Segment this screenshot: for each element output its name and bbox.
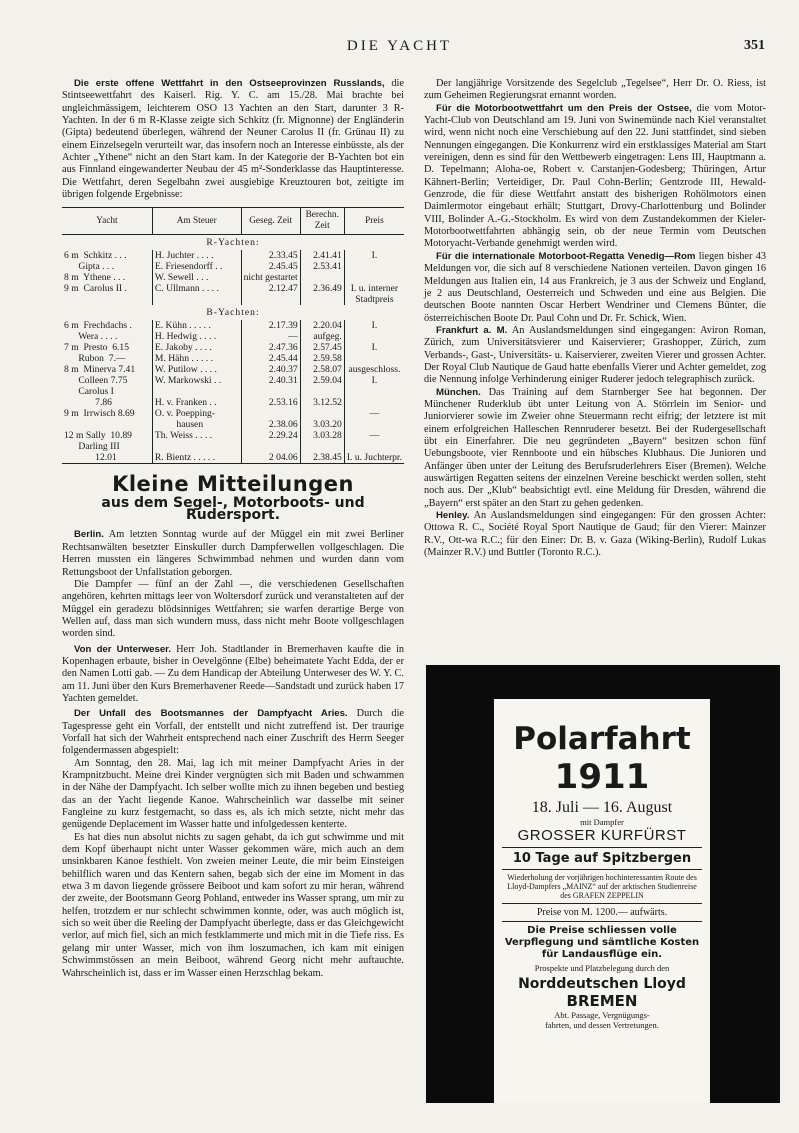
cell-ber: 2.59.58: [300, 353, 344, 364]
cell-preis: [344, 386, 404, 397]
cell-ber: 2.57.45: [300, 342, 344, 353]
cell-geseg: 2.12.47: [241, 283, 300, 294]
b-yachten-body: [62, 305, 404, 464]
cell-yacht: Carolus I: [64, 386, 114, 398]
ostsee-text: die vom Motor-Yacht-Club von Deutschland am 19. Juni von Swinemünde nach Kiel veranstaltet wird, wenn nicht noch eine Verschiebung auf den 22. Juni stattfindet, sind sieben Nennungen eingegangen. Die Konkurrenz wird ein erstklassiges Material am Start vereinigen, denn es sind für den Wettbewerb eingetragen: Lens III, Hauptmann a. D. Tepelmann; Aloha-oe, Robert v. Carstanjen-Godesberg; Thüringen, Artur Kähnert-Berlin; Verteidiger, Dr. Paul Cohn-Berlin; Gentzrode III, Hewald-Genzrode, die für diese Wettfahrt anstatt des bisherigen Rohölmotors einen Daimlermotor eingebaut erhält; Stuttgart, Drovy-Charlottenburg und Bolinder VIII, Bolinder A.-G.-Stockholm. Es wird von dem Zustandekommen der Kieler-Motorbootwettfahrten abhängig sein, ob der neue Termin vom Deutschen Motoryacht-Verbande genehmigt werden wird.: [424, 102, 767, 250]
cell-preis: I. u. interner: [344, 283, 404, 294]
ad-description: Wiederholung der vorjährigen hochinteressanten Route des Lloyd-Dampfers „MAINZ“ auf der arktischen Studienreise des GRAFEN ZEPPELIN: [507, 873, 697, 900]
ad-company: Norddeutschen Lloyd: [518, 976, 686, 992]
cell-geseg: —: [241, 331, 300, 342]
cell-ber: 2.20.04: [300, 320, 344, 331]
cell-ber: 2.59.04: [300, 375, 344, 386]
running-header: DIE YACHT: [346, 38, 453, 54]
cell-geseg: 2.47.36: [241, 342, 300, 353]
cell-yacht: 7.86: [64, 397, 112, 409]
cell-yacht: 7 m Presto 6.15: [64, 342, 130, 354]
unterweser-text: Herr Joh. Stadtlander in Bremerhaven kaufte die in Kopenhagen erbaute, bisher in Oevelgönne (Elbe) beheimatete Yacht Edda, der er den Namen Lotti gab. — Zu dem Handicap der Abteilung Unterweser des W. Y. C. am 11. Juni über den Kurs Bremerhavener Reede—Sandstadt und zurück haben 17 Yachten gemeldet.: [62, 643, 405, 704]
cell-geseg: [241, 294, 300, 305]
cell-preis: I.: [344, 250, 404, 261]
cell-steuer: H. Hedwig . . . .: [152, 331, 241, 342]
cell-preis: I.: [344, 342, 404, 353]
frankfurt-text: An Auslandsmeldungen sind eingegangen: Aviron Roman, Zürich, zum Universitätsvierer und Kaiservierer; Grashopper, Zürich, zum Verbands-, Gast-, Universitäts- u. Kaiservierer, zweiten Vierer und grossen Achter. Der Royal Club Nautique de Gaud hatte ebenfalls Vierer und Achter gemeldet, zog die Nennung infolge Verhinderung einiger Ruderer jedoch telegraphisch zurück.: [424, 324, 766, 386]
r-yachten-body: [62, 235, 404, 306]
cell-geseg: 2.53.16: [241, 397, 300, 408]
cell-yacht: [62, 419, 152, 430]
cell-preis: I. u. Juchterpr.: [344, 452, 404, 464]
left-column: [62, 78, 404, 980]
venedig-heading: Für die internationale Motorboot-Regatta Venedig—Rom: [436, 250, 696, 262]
table-row: [62, 364, 404, 375]
cell-steuer: [152, 441, 241, 452]
cell-ber: 3.03.28: [300, 430, 344, 441]
table-row: [62, 397, 404, 408]
cell-yacht: 9 m Irrwisch 8.69: [64, 408, 135, 420]
results-table: [62, 207, 404, 464]
page-number: 351: [744, 38, 765, 53]
cell-yacht: 6 m Schkitz . . .: [64, 250, 127, 262]
section-headline: Kleine Mitteilungen: [112, 472, 354, 497]
ad-divider: [502, 921, 702, 922]
cell-preis: [344, 353, 404, 364]
col-preis: Preis: [344, 208, 404, 235]
aries-paragraph-3: Es hat dies nun absolut nichts zu sagen gehabt, da ich gut schwimme und mit dem Kopf überhaupt nicht unter Wasser gekommen wäre, mich auch an dem unsinkbaren Kanoe festhielt. Von zweien meiner Leute, die mir beim Einsteigen behilflich waren und das Kentern sahen, begab sich der eine im Moment in das etwa 3 m davon liegende grössere Beiboot und kam sofort zu mir heran, während der zweite, der Bootsmann Georg Pohland, entweder ins Wasser sprang, um mir zu helfen, trotzdem er nur schlecht schwimmen konnte, oder, was auch möglich ist, sich so weit über die Reeling der Dampfyacht überlegte, dass er das Gleichgewicht verlor, auf mich fiel, sich an mich festklammerte und mich mit in die Tiefe riss. Es gelang mir unter Wasser, mich von ihm loszumachen, ich kam mit einigen Schwimmstössen an mein Beiboot, während Georg nicht mehr auftauchte. Wahrscheinlich ist, dass er im Wasser einen Herzschlag bekam.: [62, 831, 404, 979]
unterweser-heading: Von der Unterweser.: [74, 643, 172, 655]
venedig-text: liegen bisher 43 Meldungen vor, die sich auf 8 verschiedene Nationen verteilen. Davon gingen 16 Meldungen aus Italien ein, 14 aus Frankreich, je 3 aus der Schweiz und England, je 2 aus Deutschland, Oesterreich und Schweden und eine aus Belgien. Die deutschen Boote nannten Oscar Herbert Wendriner und Clemens Bünter, die österreichischen Boote Dr. Paul Cohn und Dr. Fr. Schick, Wien.: [424, 250, 766, 324]
cell-yacht: Gipta . . .: [64, 261, 115, 273]
cell-preis: Stadtpreis: [344, 294, 404, 305]
polarfahrt-advertisement: [426, 665, 780, 1103]
table-row: [62, 261, 404, 272]
cell-yacht: Darling III: [64, 441, 120, 453]
cell-preis: [344, 397, 404, 408]
aries-paragraph-2: Am Sonntag, den 28. Mai, lag ich mit meiner Dampfyacht Aries in der Krampnitzbucht. Meine drei Kinder vergnügten sich mit Baden und schwammen in der Nähe der Dampfyacht. Ich selber wollte mich zu ihnen begeben und bestieg das an der Yacht liegende Kanoe. Wahrscheinlich war dasselbe mit seiner Fangleine zu kurz festgemacht, so dass es, als ich mich setzte, nicht mehr das genügende Deplacement im Wasser hatte und infolgedessen kenterte.: [62, 757, 404, 831]
table-header-row: [62, 208, 404, 235]
ad-divider: [502, 847, 702, 848]
cell-geseg: [241, 441, 300, 452]
ad-footer-2: fahrten, und dessen Vertretungen.: [545, 1020, 659, 1030]
henley-text: An Auslandsmeldungen sind eingegangen: Für den grossen Achter: Ottowa R. C., Société Royal Sport Nautique de Gaud; für den Vierer: Mainzer R.V., Ott-wa R.C.; für den Einer: Dr. B. v. Gaza (Wiking-Berlin), Rudolf Lukas (Mainzer R.V.) und Buttler (Toronto R.C.).: [424, 510, 766, 559]
cell-geseg: [241, 386, 300, 397]
berlin-heading: Berlin.: [74, 529, 104, 541]
cell-geseg: 2.40.31: [241, 375, 300, 386]
cell-steuer: [152, 386, 241, 397]
table-row: [62, 452, 404, 464]
cell-yacht: Wera . . . .: [64, 331, 118, 343]
cell-geseg: nicht gestartet: [241, 272, 300, 283]
cell-ber: [300, 272, 344, 283]
cell-yacht: 8 m Minerva 7.41: [64, 364, 136, 376]
unterweser-paragraph: [62, 644, 404, 706]
col-geseg: Geseg. Zeit: [241, 208, 300, 235]
table-row: [62, 430, 404, 441]
ad-year: 1911: [554, 757, 650, 797]
ad-dates: 18. Juli — 16. August: [531, 799, 673, 816]
cell-preis: ausgeschloss.: [344, 364, 404, 375]
cell-steuer: H. v. Franken . .: [152, 397, 241, 408]
henley-paragraph: [424, 510, 766, 559]
cell-steuer: W. Putilow . . . .: [152, 364, 241, 375]
cell-steuer: O. v. Poepping-: [152, 408, 241, 419]
cell-steuer: W. Sewell . . .: [152, 272, 241, 283]
intro-paragraph: [62, 78, 404, 201]
cell-geseg: 2.17.39: [241, 320, 300, 331]
cell-steuer: [152, 294, 241, 305]
table-row: [62, 294, 404, 305]
intro-heading: Die erste offene Wettfahrt in den Ostseeprovinzen Russlands,: [74, 78, 385, 89]
cell-ber: [300, 386, 344, 397]
cell-geseg: 2.33.45: [241, 250, 300, 261]
cell-ber: aufgeg.: [300, 331, 344, 342]
cell-ber: 2.58.07: [300, 364, 344, 375]
cell-yacht: Colleen 7.75: [64, 375, 128, 387]
cell-preis: [344, 419, 404, 430]
ad-divider: [502, 869, 702, 870]
cell-preis: I.: [344, 375, 404, 386]
cell-yacht: 12.01: [62, 452, 152, 464]
muenchen-heading: München.: [436, 386, 481, 398]
cell-ber: 2.41.41: [300, 250, 344, 261]
cell-steuer: R. Bientz . . . . .: [152, 452, 241, 464]
cell-ber: 3.12.52: [300, 397, 344, 408]
cell-geseg: 2.38.06: [241, 419, 300, 430]
frankfurt-heading: Frankfurt a. M.: [436, 324, 508, 336]
cell-ber: 2.38.45: [300, 452, 344, 464]
ostsee-paragraph: [424, 103, 766, 251]
cell-ber: [300, 441, 344, 452]
muenchen-paragraph: [424, 387, 766, 510]
cell-preis: [344, 441, 404, 452]
ad-price: Preise von M. 1200.— aufwärts.: [536, 907, 668, 918]
cell-geseg: 2.45.45: [241, 261, 300, 272]
cell-yacht: 8 m Ythene . . .: [64, 272, 126, 284]
group-b-label: B-Yachten:: [206, 307, 260, 319]
cell-ber: 2.53.41: [300, 261, 344, 272]
table-row: [62, 375, 404, 386]
aries-paragraph: [62, 708, 404, 757]
col-yacht: Yacht: [62, 208, 152, 235]
cell-ber: [300, 294, 344, 305]
cell-yacht: 9 m Carolus II .: [64, 283, 127, 295]
cell-steuer: E. Jakoby . . . .: [152, 342, 241, 353]
cell-preis: —: [344, 408, 404, 419]
cell-preis: [344, 331, 404, 342]
cell-geseg: 2.29.24: [241, 430, 300, 441]
cell-steuer: E. Friesendorff . .: [152, 261, 241, 272]
cell-steuer: M. Hähn . . . . .: [152, 353, 241, 364]
cell-steuer: H. Juchter . . . .: [152, 250, 241, 261]
table-row: [62, 441, 404, 452]
table-row: [62, 386, 404, 397]
cell-geseg: 2.40.37: [241, 364, 300, 375]
table-row: [62, 408, 404, 419]
cell-ber: 2.36.49: [300, 283, 344, 294]
muenchen-text: Das Training auf dem Starnberger See hat begonnen. Der Münchener Ruderklub übt unter Leitung von A. Störrlein im Senior- und Juniorvierer sowie im Zweier ohne Steuermann recht eifrig; der letztere ist mit einem erfolgreichen Halleschen Rennruderer besetzt. Bei der Rudergesellschaft übt ein Einerfahrer. Die neu gegründeten „Bayern“ besitzen schon fünf Uebungsboote, vier Rennboote und ein hübsches Klubhaus. Die Junioren und Anfänger üben unter der Leitung des Berufsruderlehrers Eiser (Bremen). Welche auswärtigen Regatten seitens der einzelnen Vereine beschickt werden sollen, steht noch aus. Der „Klub“ beabsichtigt evtl. eine Meldung für Dresden, während die „Bayern“ erst später an den Start zu gehen gedenken.: [424, 386, 766, 509]
ad-divider: [502, 903, 702, 904]
cell-yacht: 6 m Frechdachs .: [64, 320, 132, 332]
table-row: [62, 250, 404, 261]
aries-heading: Der Unfall des Bootsmannes der Dampfyacht Aries.: [74, 708, 348, 720]
ad-city: BREMEN: [566, 992, 638, 1010]
col-berechn: Berechn. Zeit: [300, 208, 344, 235]
ad-panel: [494, 699, 710, 1103]
cell-yacht: Rubon 7.—: [64, 353, 126, 365]
cell-ber: 3.03.20: [300, 419, 344, 430]
cell-preis: [344, 261, 404, 272]
table-row: [62, 320, 404, 331]
frankfurt-paragraph: [424, 325, 766, 387]
right-column: [424, 78, 766, 559]
riess-paragraph: Der langjährige Vorsitzende des Segelclub „Tegelsee“, Herr Dr. O. Riess, ist zum Geheimen Regierungsrat ernannt worden.: [424, 78, 766, 102]
cell-preis: —: [344, 430, 404, 441]
ad-spitzbergen: 10 Tage auf Spitzbergen: [512, 851, 692, 866]
ostsee-heading: Für die Motorbootwettfahrt um den Preis der Ostsee,: [436, 102, 692, 114]
cell-steuer: Th. Weiss . . . .: [152, 430, 241, 441]
cell-steuer: E. Kühn . . . . .: [152, 320, 241, 331]
aries-text: Durch die Tagespresse geht ein Vorfall, der entstellt und nicht zutreffend ist. Der traurige Vorfall hat sich der Wahrheit entsprechend nach einer Zuschrift des Herrn Seeger folgendermassen abgespielt:: [62, 708, 404, 757]
ad-inclusions: Die Preise schliessen volle Verpflegung und sämtliche Kosten für Landausflüge ein.: [504, 925, 700, 960]
cell-preis: I.: [344, 320, 404, 331]
cell-steuer: W. Markowski . .: [152, 375, 241, 386]
berlin-paragraph: [62, 529, 404, 578]
cell-steuer: C. Ullmann . . . .: [152, 283, 241, 294]
cell-geseg: 2.45.44: [241, 353, 300, 364]
venedig-paragraph: [424, 251, 766, 325]
cell-geseg: 2 04.06: [241, 452, 300, 464]
henley-heading: Henley.: [436, 510, 470, 522]
berlin-text: Am letzten Sonntag wurde auf der Müggel ein mit zwei Berliner Rechtsanwälten besetzter Einskuller durch Dampferwellen vollgeschlagen. Die Herren mussten ein längeres Schwimmbad nehmen und wurden dann vom Rettungsboot der Unfallstation geborgen.: [62, 529, 404, 578]
cell-steuer: hausen: [152, 419, 241, 430]
table-row: [62, 283, 404, 294]
ad-ship-name: GROSSER KURFÜRST: [517, 827, 687, 844]
table-row: [62, 331, 404, 342]
intro-text: die Stintseewettfahrt des Kaiserl. Rig. Y. C. am 15./28. Mai brachte bei ungleichmässigem, leichterem OSO 13 Yachten an den Start, darunter 3 R-Yachten. In der 6 m R-Klasse zeigte sich Schkitz (fr. Mignonne) der Engländerin (Gipta) bedeutend überlegen, während der Neuner Carolus II (fr. Grünau II) zu einem Einzelsegeln verurteilt war, das insofern noch an Interesse einbüsste, als der Achter „Ythene“ nicht an den Start kam. In der Kategorie der B-Yachten bot ein aus Finnland eingewanderter Neubau der 45 m²-Sonderklasse das Hauptinteresse. Die Wettfahrt, deren Segelbahn zwei ausgiebige Kreuztouren bot, zeitigte im übrigen folgende Ergebnisse:: [62, 78, 404, 201]
cell-preis: [344, 272, 404, 283]
ad-footer-1: Abt. Passage, Vergnügungs-: [554, 1010, 650, 1020]
group-r-label: R-Yachten:: [206, 237, 260, 249]
table-row: [62, 419, 404, 430]
ad-title: Polarfahrt: [513, 721, 691, 757]
cell-yacht: 12 m Sally 10.89: [64, 430, 132, 442]
ad-prospekte: Prospekte und Platzbelegung durch den: [534, 963, 670, 973]
cell-geseg: [241, 408, 300, 419]
table-row: [62, 272, 404, 283]
cell-ber: [300, 408, 344, 419]
ad-mit-dampfer: mit Dampfer: [580, 817, 624, 827]
cell-yacht: [62, 294, 152, 305]
table-row: [62, 353, 404, 364]
section-subheadline: aus dem Segel-, Motorboots- und Rudersport.: [101, 494, 365, 524]
dampfer-paragraph: Die Dampfer — fünf an der Zahl —, die verschiedenen Gesellschaften angehören, kehrten mittags leer von Woltersdorf zurück und veranstalteten auf der Müggel ein geradezu blödsinniges Wettfahren; sie warfen derartige Berge von Wellen auf, dass man sich wundern muss, dass nicht mehr Boote vollgeschlagen worden sind.: [62, 578, 404, 640]
col-steuer: Am Steuer: [152, 208, 241, 235]
table-row: [62, 342, 404, 353]
